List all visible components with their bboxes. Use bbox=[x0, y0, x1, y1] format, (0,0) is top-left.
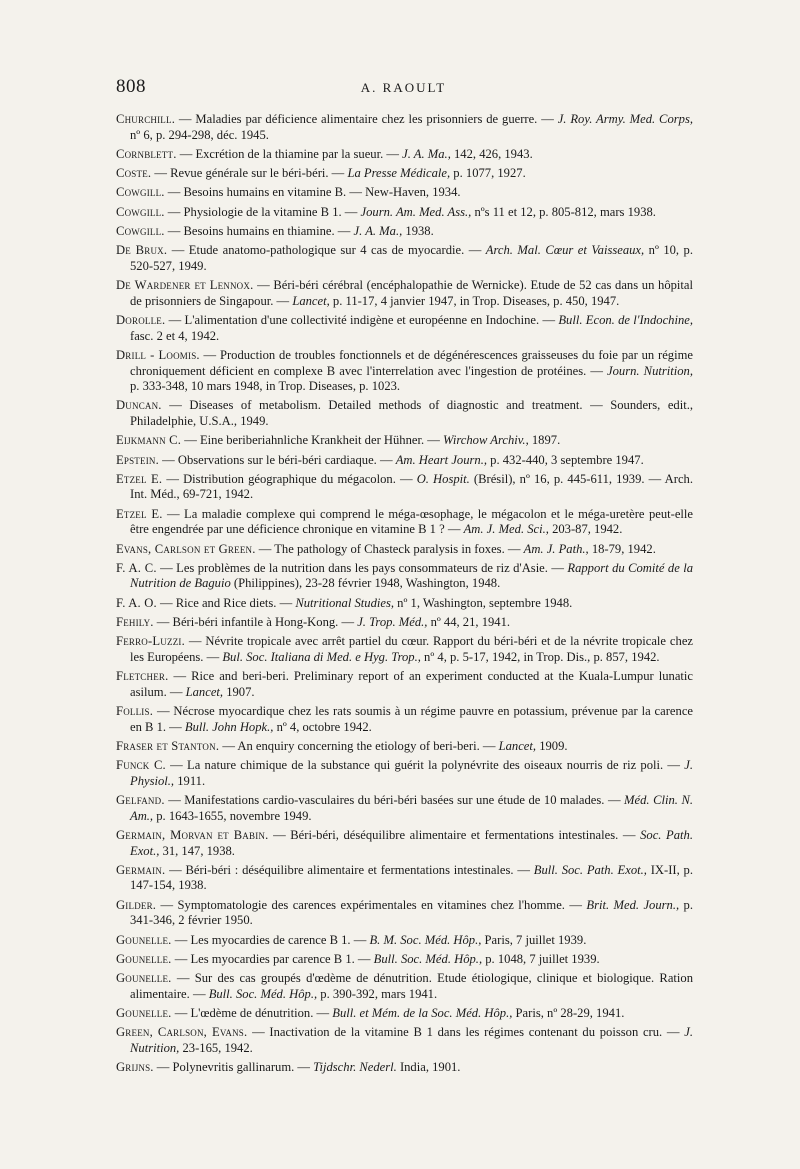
reference-author: Cowgill. bbox=[116, 224, 165, 238]
page-header bbox=[116, 76, 691, 100]
reference-entry bbox=[116, 971, 693, 1002]
reference-entry bbox=[116, 398, 693, 429]
reference-entry bbox=[116, 758, 693, 789]
reference-text: — Les problèmes de la nutrition dans les pays consommateurs de riz d'Asie. — bbox=[156, 560, 568, 575]
reference-journal: Bull. et Mém. de la Soc. Méd. Hôp., bbox=[332, 1006, 513, 1020]
reference-details: 31, 147, 1938. bbox=[159, 843, 235, 858]
reference-author: Gounelle. bbox=[116, 1006, 172, 1020]
reference-details: 1938. bbox=[402, 224, 434, 238]
reference-journal: Am. J. Med. Sci., bbox=[463, 522, 549, 537]
reference-details: p. 1048, 7 juillet 1939. bbox=[482, 951, 600, 966]
reference-author: Ferro-Luzzi. bbox=[116, 634, 185, 649]
reference-details: p. 390-392, mars 1941. bbox=[317, 986, 438, 1001]
reference-text: — Maladies par déficience alimentaire chez les prisonniers de guerre. — bbox=[175, 112, 558, 126]
reference-entry bbox=[116, 112, 693, 143]
reference-author: Fletcher. bbox=[116, 669, 169, 684]
reference-author: Funck C. bbox=[116, 758, 166, 773]
reference-journal: J. Physiol., bbox=[130, 758, 694, 788]
reference-list bbox=[116, 112, 693, 1079]
reference-entry bbox=[116, 166, 693, 182]
reference-text: — Névrite tropicale avec arrêt partiel du cœur. Rapport du béri-béri et de la névrite tropicale chez les Européens. — bbox=[130, 634, 693, 664]
reference-entry bbox=[116, 185, 693, 201]
reference-journal: O. Hospit. bbox=[416, 471, 470, 486]
reference-text: — The pathology of Chasteck paralysis in foxes. — bbox=[255, 541, 524, 556]
reference-details: p. 341-346, 2 février 1950. bbox=[130, 897, 693, 928]
reference-text: — An enquiry concerning the etiology of beri-beri. — bbox=[219, 738, 499, 753]
reference-journal: Brit. Med. Journ., bbox=[586, 897, 680, 912]
reference-text: — Inactivation de la vitamine B 1 dans les régimes contenant du poisson cru. — bbox=[247, 1025, 685, 1040]
reference-text: — Polynevritis gallinarum. — bbox=[153, 1060, 314, 1075]
reference-text: — Les myocardies de carence B 1. — bbox=[171, 932, 370, 947]
reference-journal: Lancet, bbox=[292, 293, 330, 308]
reference-entry bbox=[116, 224, 693, 240]
reference-author: Drill - Loomis. bbox=[116, 347, 200, 362]
reference-text: — Besoins humains en vitamine B. — New-Haven, 1934. bbox=[164, 185, 461, 200]
reference-text: — L'œdème de dénutrition. — bbox=[171, 1006, 333, 1020]
reference-details: nº 4, octobre 1942. bbox=[273, 719, 372, 734]
reference-journal: La Presse Médicale, bbox=[347, 166, 451, 181]
reference-details: Paris, 7 juillet 1939. bbox=[481, 932, 587, 947]
reference-journal: Rapport du Comité de la Nutrition de Baguio bbox=[130, 560, 693, 591]
reference-author: Eijkmann C. bbox=[116, 433, 182, 448]
reference-author: Grijns. bbox=[116, 1060, 154, 1075]
reference-details: nº 4, p. 5-17, 1942, in Trop. Dis., p. 857, 1942. bbox=[420, 649, 660, 664]
page-number: 808 bbox=[116, 76, 146, 97]
reference-details: 1907. bbox=[223, 684, 255, 699]
reference-details: 1911. bbox=[174, 773, 206, 788]
reference-author: Duncan. bbox=[116, 398, 162, 413]
reference-details: nº 6, p. 294-298, déc. 1945. bbox=[130, 127, 269, 142]
reference-details: Paris, nº 28-29, 1941. bbox=[512, 1006, 625, 1020]
reference-author: Gounelle. bbox=[116, 932, 172, 947]
reference-author: Germain, Morvan et Babin. bbox=[116, 827, 269, 842]
reference-author: Gounelle. bbox=[116, 971, 172, 986]
reference-journal: Journ. Am. Med. Ass., bbox=[360, 204, 472, 219]
reference-journal: J. Nutrition, bbox=[130, 1025, 693, 1055]
reference-author: Epstein. bbox=[116, 452, 159, 467]
reference-details: fasc. 2 et 4, 1942. bbox=[130, 328, 220, 343]
reference-entry bbox=[116, 205, 693, 221]
reference-entry bbox=[116, 739, 693, 755]
reference-text: — Béri-béri, déséquilibre alimentaire et fermentations intestinales. — bbox=[268, 827, 641, 842]
reference-entry bbox=[116, 634, 693, 665]
reference-details: p. 11-17, 4 janvier 1947, in Trop. Diseases, p. 450, 1947. bbox=[329, 293, 620, 308]
reference-text: — Sur des cas groupés d'œdème de dénutrition. Etude étiologique, clinique et biologique. Ration alimentaire. — bbox=[130, 971, 693, 1001]
reference-text: — Rice and Rice diets. — bbox=[156, 595, 296, 610]
reference-entry bbox=[116, 952, 693, 968]
reference-author: Fraser et Stanton. bbox=[116, 738, 220, 753]
reference-details: (Philippines), 23-28 février 1948, Washington, 1948. bbox=[230, 576, 501, 591]
reference-text: — Physiologie de la vitamine B 1. — bbox=[164, 204, 361, 219]
reference-entry bbox=[116, 898, 693, 929]
reference-text: — Nécrose myocardique chez les rats soumis à un régime pauvre en potassium, prévenue par la carence en B 1. — bbox=[130, 704, 693, 734]
reference-details: 1897. bbox=[528, 433, 561, 448]
reference-journal: Bull. Soc. Path. Exot., bbox=[533, 862, 647, 877]
reference-details: 18-79, 1942. bbox=[588, 541, 656, 556]
reference-author: Etzel E. bbox=[116, 471, 163, 486]
reference-details: nº 44, 21, 1941. bbox=[427, 615, 511, 629]
reference-details: p. 432-440, 3 septembre 1947. bbox=[487, 452, 644, 467]
reference-author: Coste. bbox=[116, 166, 152, 181]
reference-details: p. 1077, 1927. bbox=[450, 166, 526, 181]
reference-details: 1909. bbox=[536, 738, 568, 753]
reference-journal: Lancet, bbox=[498, 738, 537, 753]
reference-journal: Bull. Soc. Méd. Hôp., bbox=[208, 986, 318, 1001]
reference-entry bbox=[116, 615, 693, 631]
reference-text: — Revue générale sur le béri-béri. — bbox=[151, 166, 348, 181]
reference-details: 23-165, 1942. bbox=[179, 1040, 253, 1055]
reference-entry bbox=[116, 472, 693, 503]
reference-text: — Manifestations cardio-vasculaires du béri-béri basées sur une étude de 10 malades. — bbox=[164, 793, 625, 808]
reference-details: nº 10, p. 520-527, 1949. bbox=[130, 243, 693, 273]
reference-author: Green, Carlson, Evans. bbox=[116, 1025, 248, 1040]
reference-author: Gounelle. bbox=[116, 951, 172, 966]
reference-journal: Tijdschr. Nederl. bbox=[313, 1060, 397, 1075]
reference-author: Gelfand. bbox=[116, 793, 165, 808]
reference-author: Fehily. bbox=[116, 615, 154, 629]
reference-details: nºs 11 et 12, p. 805-812, mars 1938. bbox=[471, 204, 656, 219]
reference-author: F. A. C. bbox=[116, 560, 157, 575]
reference-text: — Béri-béri infantile à Hong-Kong. — bbox=[153, 615, 358, 629]
reference-entry bbox=[116, 828, 693, 859]
reference-text: — Etude anatomo-pathologique sur 4 cas de myocardie. — bbox=[167, 243, 486, 258]
reference-text: — La nature chimique de la substance qui guérit la polynévrite des oiseaux nourris de riz poli. — bbox=[165, 758, 685, 773]
reference-entry bbox=[116, 561, 693, 592]
reference-entry bbox=[116, 1060, 693, 1076]
reference-author: Dorolle. bbox=[116, 313, 166, 328]
reference-journal: Méd. Clin. N. Am., bbox=[130, 793, 693, 823]
reference-journal: J. Trop. Méd., bbox=[357, 615, 428, 629]
reference-text: — Symptomatologie des carences expérimentales en vitamines chez l'homme. — bbox=[156, 897, 587, 912]
reference-text: — Observations sur le béri-béri cardiaque. — bbox=[158, 452, 396, 467]
reference-author: Germain. bbox=[116, 862, 166, 877]
reference-journal: Wirchow Archiv., bbox=[443, 433, 529, 448]
reference-text: — Excrétion de la thiamine par la sueur. — bbox=[176, 146, 403, 161]
reference-author: Gilder. bbox=[116, 897, 157, 912]
reference-journal: Journ. Nutrition, bbox=[607, 363, 693, 378]
reference-author: Etzel E. bbox=[116, 506, 163, 521]
reference-text: — Diseases of metabolism. Detailed methods of diagnostic and treatment. — Sounders, edit., Philadelphie, U.S.A., 1949. bbox=[130, 398, 693, 428]
reference-text: — Production de troubles fonctionnels et de dégénérescences graisseuses du foie par un régime chroniquement déficient en complexe B avec l'interrelation avec l'ingestion de protéines. — bbox=[130, 347, 693, 378]
reference-entry bbox=[116, 793, 693, 824]
reference-journal: J. A. Ma., bbox=[402, 146, 451, 161]
reference-journal: Soc. Path. Exot., bbox=[130, 827, 693, 858]
reference-entry bbox=[116, 313, 693, 344]
reference-author: Churchill. bbox=[116, 112, 176, 126]
reference-details: nº 1, Washington, septembre 1948. bbox=[394, 595, 573, 610]
reference-entry bbox=[116, 453, 693, 469]
reference-author: De Brux. bbox=[116, 243, 168, 258]
reference-text: — Béri-béri : déséquilibre alimentaire et fermentations intestinales. — bbox=[165, 862, 534, 877]
reference-entry bbox=[116, 1025, 693, 1056]
reference-journal: J. Roy. Army. Med. Corps, bbox=[557, 112, 693, 126]
reference-author: Cowgill. bbox=[116, 185, 165, 200]
reference-author: F. A. O. bbox=[116, 595, 157, 610]
reference-journal: J. A. Ma., bbox=[353, 224, 403, 238]
reference-author: Cowgill. bbox=[116, 204, 165, 219]
reference-journal: Am. J. Path., bbox=[523, 541, 589, 556]
reference-text: — Rice and beri-beri. Preliminary report of an experiment conducted at the Kuala-Lumpur lunatic asilum. — bbox=[130, 669, 693, 699]
reference-entry bbox=[116, 863, 693, 894]
reference-text: — Distribution géographique du mégacolon. — bbox=[162, 471, 417, 486]
reference-journal: Arch. Mal. Cœur et Vaisseaux, bbox=[485, 243, 645, 258]
reference-journal: Nutritional Studies, bbox=[295, 595, 395, 610]
reference-text: — L'alimentation d'une collectivité indigène et européenne en Indochine. — bbox=[165, 313, 559, 328]
running-head: A. RAOULT bbox=[360, 80, 447, 95]
reference-details: p. 333-348, 10 mars 1948, in Trop. Diseases, p. 1023. bbox=[130, 379, 401, 394]
reference-text: — Les myocardies par carence B 1. — bbox=[171, 951, 374, 966]
reference-text: — Béri-béri cérébral (encéphalopathie de Wernicke). Etude de 52 cas dans un hôpital de prisonniers de Singapour. — bbox=[130, 278, 693, 308]
reference-journal: Am. Heart Journ., bbox=[395, 452, 488, 467]
reference-journal: B. M. Soc. Méd. Hôp., bbox=[369, 932, 482, 947]
reference-journal: Bull. Econ. de l'Indochine, bbox=[558, 313, 693, 328]
reference-text: — Eine beriberiahnliche Krankheit der Hühner. — bbox=[181, 433, 444, 448]
reference-journal: Lancet, bbox=[185, 684, 224, 699]
reference-journal: Bull. Soc. Méd. Hôp., bbox=[373, 951, 483, 966]
reference-entry bbox=[116, 147, 693, 163]
reference-details: (Brésil), nº 16, p. 445-611, 1939. — Arch. Int. Méd., 69-721, 1942. bbox=[130, 471, 693, 502]
reference-entry bbox=[116, 1006, 693, 1022]
reference-text: — La maladie complexe qui comprend le méga-œsophage, le mégacolon et le méga-uretère peut-elle être engendrée par une déficience chronique en vitamine B 1 ? — bbox=[130, 506, 693, 537]
reference-details: 142, 426, 1943. bbox=[450, 146, 533, 161]
reference-journal: Bull. John Hopk., bbox=[184, 719, 274, 734]
reference-author: Follis. bbox=[116, 704, 154, 719]
reference-entry bbox=[116, 704, 693, 735]
reference-entry bbox=[116, 278, 693, 309]
reference-details: 203-87, 1942. bbox=[548, 522, 623, 537]
reference-entry bbox=[116, 507, 693, 538]
reference-entry bbox=[116, 669, 693, 700]
reference-details: India, 1901. bbox=[396, 1060, 461, 1075]
reference-entry bbox=[116, 243, 693, 274]
reference-text: — Besoins humains en thiamine. — bbox=[164, 224, 354, 238]
reference-entry bbox=[116, 348, 693, 395]
reference-author: De Wardener et Lennox. bbox=[116, 278, 254, 293]
reference-details: IX-II, p. 147-154, 1938. bbox=[130, 862, 693, 893]
reference-entry bbox=[116, 933, 693, 949]
reference-author: Cornblett. bbox=[116, 146, 177, 161]
reference-journal: Bul. Soc. Italiana di Med. e Hyg. Trop., bbox=[222, 649, 421, 664]
reference-author: Evans, Carlson et Green. bbox=[116, 541, 256, 556]
reference-entry bbox=[116, 596, 693, 612]
reference-entry bbox=[116, 433, 693, 449]
reference-details: p. 1643-1655, novembre 1949. bbox=[153, 808, 312, 823]
reference-entry bbox=[116, 542, 693, 558]
